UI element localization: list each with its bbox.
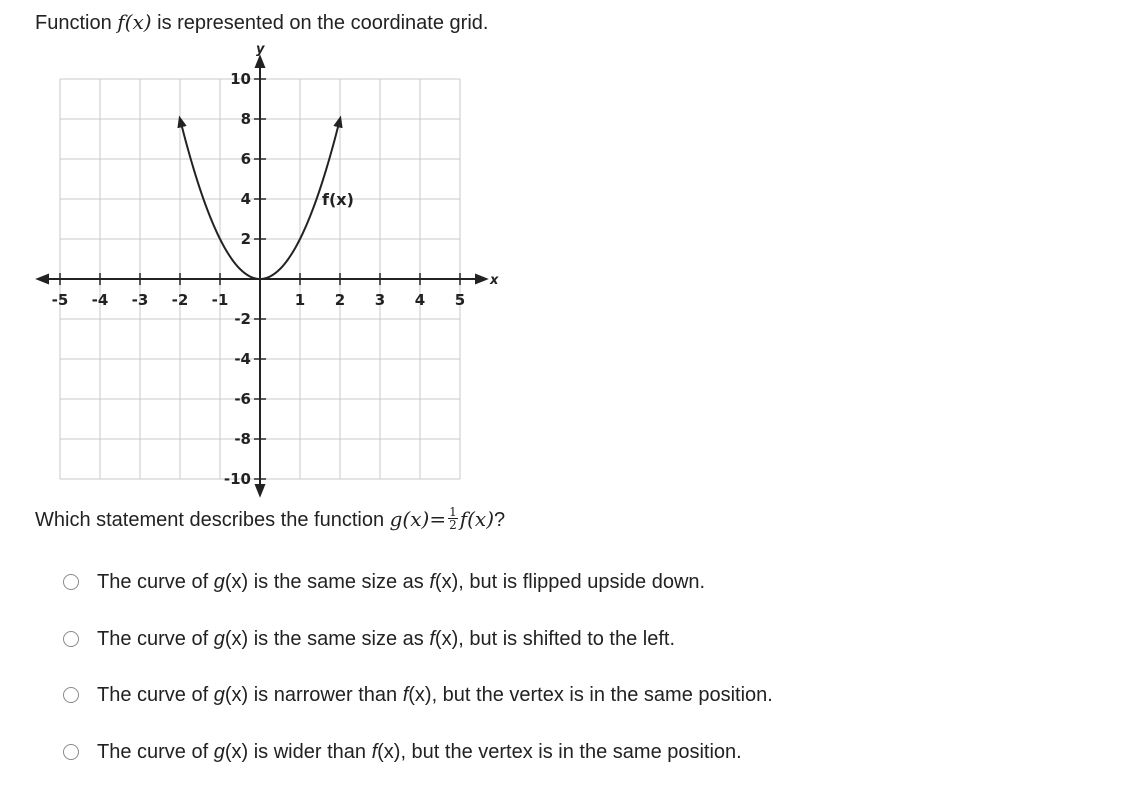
x-tick-label: -2 [172, 291, 189, 309]
question-text [35, 505, 505, 534]
prompt-after: is represented on the coordinate grid. [152, 12, 489, 34]
option-text [97, 679, 773, 711]
option-prefix: The curve of [97, 741, 214, 763]
option-mid: (x) is the same size as [225, 628, 430, 650]
option-g: g [214, 741, 225, 763]
prompt-text [35, 8, 488, 37]
option-g: g [214, 628, 225, 650]
x-axis-label: x [489, 273, 499, 288]
option-mid: (x) is narrower than [225, 684, 403, 706]
x-tick-label: 4 [415, 291, 425, 309]
y-axis-label: y [256, 42, 265, 57]
coordinate-grid-chart [30, 36, 510, 496]
option-text [97, 736, 742, 768]
fraction-denominator: 2 [448, 519, 458, 531]
answer-options [63, 566, 773, 792]
option-text [97, 623, 675, 655]
x-tick-label: -1 [212, 291, 229, 309]
option-suffix: (x), but is shifted to the left. [435, 628, 675, 650]
radio-button[interactable] [63, 687, 79, 703]
option-f: f [429, 571, 435, 593]
y-tick-label: -8 [234, 430, 251, 448]
y-tick-label: -10 [224, 470, 251, 488]
option-text [97, 566, 705, 598]
option-prefix: The curve of [97, 628, 214, 650]
option-mid: (x) is the same size as [225, 571, 430, 593]
radio-button[interactable] [63, 631, 79, 647]
y-tick-label: 2 [241, 230, 251, 248]
option-f: f [372, 741, 378, 763]
option-mid: (x) is wider than [225, 741, 372, 763]
y-tick-label: 10 [230, 70, 251, 88]
y-tick-label: 6 [241, 150, 251, 168]
x-tick-label: 3 [375, 291, 385, 309]
prompt-before: Function [35, 12, 117, 34]
y-tick-label: 4 [241, 190, 251, 208]
option-g: g [214, 571, 225, 593]
y-tick-label: 8 [241, 110, 251, 128]
option-suffix: (x), but the vertex is in the same position. [377, 741, 742, 763]
y-tick-label: -2 [234, 310, 251, 328]
y-tick-label: -6 [234, 390, 251, 408]
axes [38, 42, 499, 495]
series-label: f(x) [322, 190, 354, 209]
answer-option-a[interactable] [63, 566, 773, 623]
x-tick-label: -4 [92, 291, 109, 309]
option-f: f [403, 684, 409, 706]
one-half-fraction [448, 506, 458, 531]
question-lhs: g(x) [390, 507, 430, 531]
x-tick-label: 1 [295, 291, 305, 309]
answer-option-b[interactable] [63, 623, 773, 680]
option-f: f [429, 628, 435, 650]
x-tick-label: 5 [455, 291, 465, 309]
question-rhs: f(x) [460, 507, 494, 531]
x-tick-label: 2 [335, 291, 345, 309]
x-tick-label: -5 [52, 291, 69, 309]
radio-button[interactable] [63, 744, 79, 760]
option-suffix: (x), but the vertex is in the same position. [408, 684, 773, 706]
fraction-numerator: 1 [448, 506, 458, 519]
question-before: Which statement describes the function [35, 509, 390, 531]
prompt-function: f(x) [117, 10, 151, 34]
option-suffix: (x), but is flipped upside down. [435, 571, 705, 593]
option-prefix: The curve of [97, 684, 214, 706]
y-tick-label: -4 [234, 350, 251, 368]
option-prefix: The curve of [97, 571, 214, 593]
answer-option-c[interactable] [63, 679, 773, 736]
radio-button[interactable] [63, 574, 79, 590]
answer-option-d[interactable] [63, 736, 773, 792]
x-tick-label: -3 [132, 291, 149, 309]
question-equals: = [429, 507, 446, 531]
option-g: g [214, 684, 225, 706]
question-after: ? [494, 509, 505, 531]
